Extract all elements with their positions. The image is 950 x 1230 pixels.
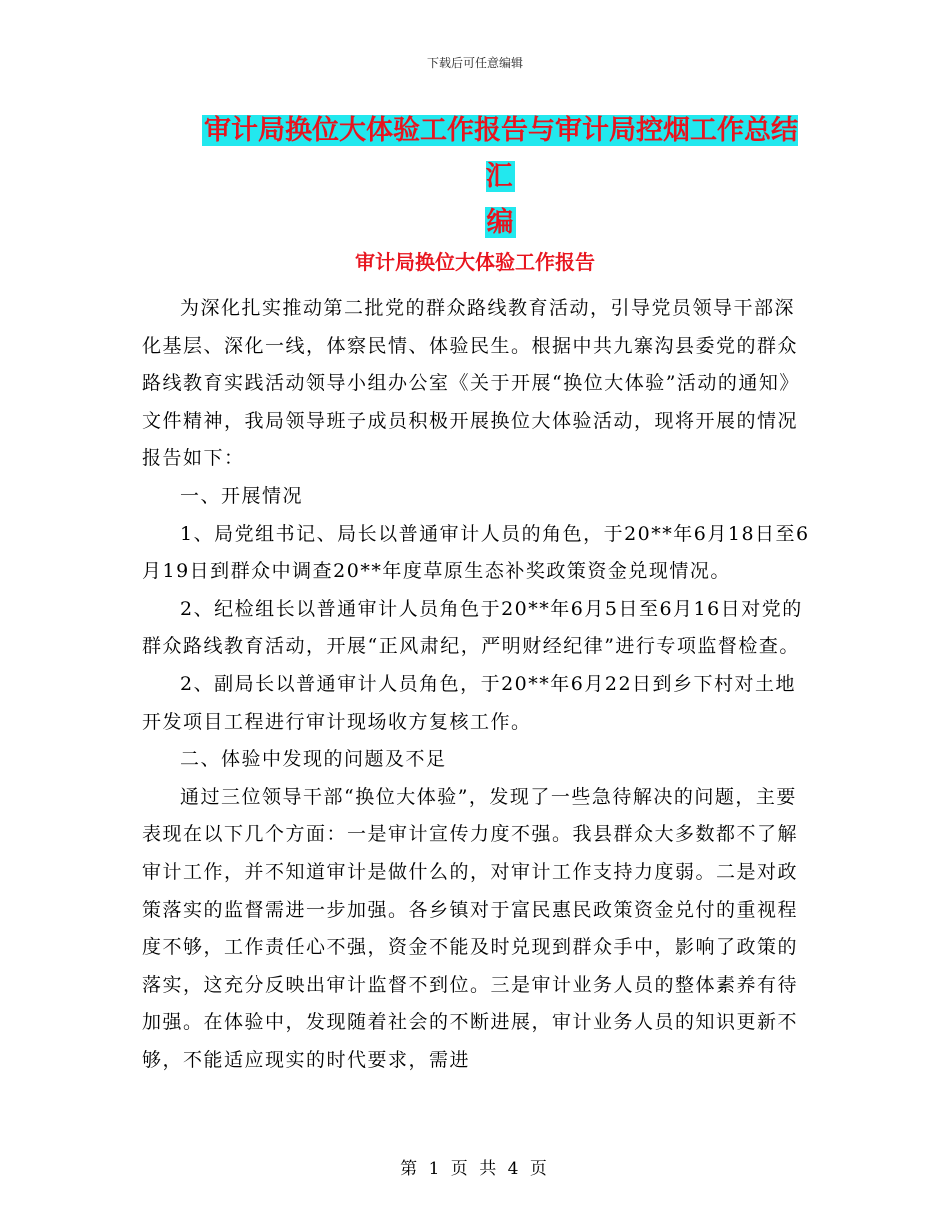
document-title-line-2: 编 <box>486 207 514 238</box>
heading-part-2: 二、体验中发现的问题及不足 <box>180 748 447 771</box>
body-text <box>142 290 810 1079</box>
document-title <box>190 108 810 246</box>
section-title: 审计局换位大体验工作报告 <box>355 250 595 274</box>
paragraph-item-2: 2、纪检组长以普通审计人员角色于20**年6月5日至6月16日对党的群众路线教育活动，开展“正风肃纪，严明财经纪律”进行专项监督检查。 <box>142 597 803 658</box>
paragraph-intro: 为深化扎实推动第二批党的群众路线教育活动，引导党员领导干部深化基层、深化一线，体察民情、体验民生。根据中共九寨沟县委党的群众路线教育实践活动领导小组办公室《关于开展“换位大体验”活动的通知》文件精神，我局领导班子成员积极开展换位大体验活动，现将开展的情况报告如下： <box>142 297 800 470</box>
paragraph-item-3: 2、副局长以普通审计人员角色，于20**年6月22日到乡下村对土地开发项目工程进行审计现场收方复核工作。 <box>142 672 797 733</box>
paragraph-item-1: 1、局党组书记、局长以普通审计人员的角色，于20**年6月18日至6月19日到群众中调查20**年度草原生态补奖政策资金兑现情况。 <box>142 522 810 583</box>
header-note: 下载后可任意编辑 <box>426 56 523 70</box>
document-title-line-1: 审计局换位大体验工作报告与审计局控烟工作总结汇 <box>204 115 798 192</box>
heading-part-1: 一、开展情况 <box>180 484 304 507</box>
page-footer: 第 1 页 共 4 页 <box>400 1159 550 1179</box>
paragraph-problems: 通过三位领导干部“换位大体验”，发现了一些急待解决的问题，主要表现在以下几个方面：一是审计宣传力度不强。我县群众大多数都不了解审计工作，并不知道审计是做什么的，对审计工作支持力度弱。二是对政策落实的监督需进一步加强。各乡镇对于富民惠民政策资金兑付的重视程度不够，工作责任心不强，资金不能及时兑现到群众手中，影响了政策的落实，这充分反映出审计监督不到位。三是审计业务人员的整体素养有待加强。在体验中，发现随着社会的不断进展，审计业务人员的知识更新不够，不能适应现实的时代要求，需进 <box>142 785 799 1071</box>
